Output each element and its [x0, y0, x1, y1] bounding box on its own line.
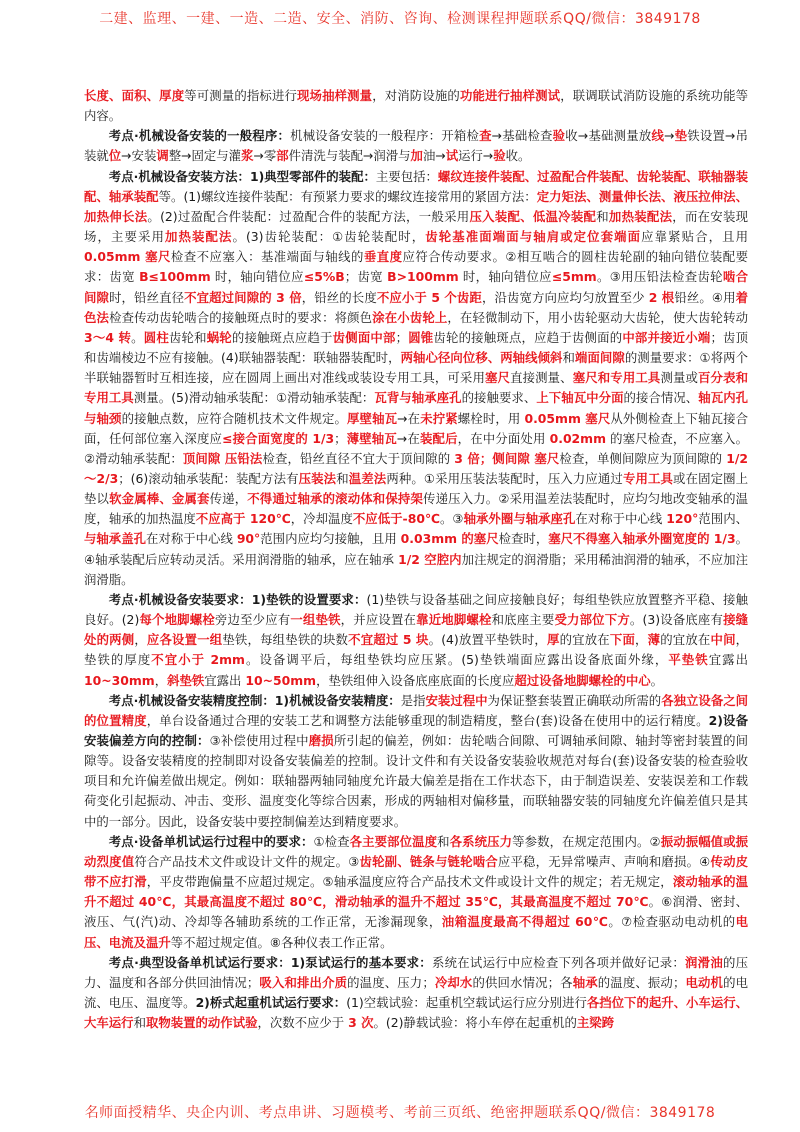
highlighted-text: 垂直度 [363, 249, 403, 265]
body-text: 齿轮和 [168, 329, 207, 345]
body-text: 或在固定圈上垫以 [84, 470, 749, 507]
body-text: 的接合情况、 [623, 390, 699, 406]
highlighted-text: 每个地脚螺栓 [139, 612, 215, 628]
body-text: ， [635, 632, 648, 648]
highlighted-text: 轴瓦内孔与轴颈 [84, 390, 749, 426]
body-text: 加注规定的润滑脂；采用稀油润滑的轴承，不应加注润滑脂。 [84, 551, 749, 587]
highlighted-text: 油箱温度最高不得超过 60℃ [441, 914, 609, 930]
body-text: 。(3)齿轮装配：①齿轮装配时， [232, 229, 426, 245]
highlighted-text: 蜗轮 [206, 329, 232, 345]
highlighted-text: 不宜超过 5 块 [348, 632, 429, 648]
body-text: 。⑦检查驱动电动机的 [608, 914, 736, 930]
highlighted-text: 接缝处的两侧 [84, 612, 749, 648]
body-text: 应平稳，无异常噪声、声响和磨损。④ [497, 853, 711, 869]
body-text: 是指 [400, 692, 426, 708]
body-text: →安装 [121, 148, 157, 164]
highlighted-text: 各挡位下的起升、小车运行、大车运行 [84, 995, 749, 1031]
body-text: →零 [253, 148, 277, 164]
body-text: 时，轴向错位应 [210, 269, 304, 285]
highlighted-text: 不宜超过间隙的 3 倍 [184, 289, 302, 305]
highlighted-text: 齿轮副、链条与链轮啮合 [359, 853, 498, 869]
body-text: 整→固定与灌 [168, 148, 242, 164]
body-text: →在 [397, 410, 421, 426]
highlighted-text: 中间 [710, 632, 736, 648]
body-text: 机械设备安装的一般程序：开箱检 [290, 128, 480, 144]
highlighted-text: 加 [410, 148, 423, 164]
body-text: 直接测量、 [510, 370, 573, 386]
highlighted-text: ≤5%B [303, 269, 345, 285]
highlighted-text: 长度、面积、厚度 [84, 88, 185, 103]
body-text: 检查不应塞入：基准端面与轴线的 [170, 249, 364, 265]
highlighted-text: 压装法 [298, 470, 337, 486]
body-text: 的压力、温度和各部分供回油情况； [84, 954, 749, 990]
body-text: 。(4)放置平垫铁时， [428, 632, 547, 648]
body-text: 两种。①采用压装法装配时，压入力应通过 [386, 470, 623, 486]
highlighted-text: 压入装配、低温冷装配 [469, 208, 597, 224]
highlighted-text: 90° [236, 531, 261, 547]
body-text: 范围内、 [698, 511, 749, 527]
body-text: 主要包括： [375, 168, 438, 184]
highlighted-text: 专用工具 [622, 470, 674, 486]
body-text: 系统在试运行中应检查下列各项并做好记录： [431, 954, 686, 970]
highlighted-text: 啮合间隙 [84, 269, 748, 305]
highlighted-text: 一组垫铁 [290, 612, 341, 628]
highlighted-text: 轴承 [572, 974, 598, 990]
body-text: 的测量要求：①将两个半联轴器暂时互相连接，应在圆周上画出对准线或装设专用工具，可采用 [84, 350, 749, 386]
highlighted-text: ≤5mm [551, 269, 597, 285]
body-text: 的塞尺检查，不应塞入。②滑动轴承装配： [84, 430, 749, 466]
highlighted-text: 滚动轴承的温升不超过 40℃，其最高温度不超过 80℃，滑动轴承的温升不超过 35℃，其最高温度不超过 70℃ [84, 874, 749, 910]
body-text: ，对消防设施的 [372, 88, 460, 103]
highlighted-text: 顶间隙 压铅法 [182, 450, 263, 466]
body-text: ，沿齿宽方向应均匀放置至少 [481, 289, 649, 305]
bold-heading-text: 2)设备安装偏差方向的控制： [84, 712, 748, 748]
highlighted-text: 端面间隙 [574, 350, 625, 366]
highlighted-text: 查 [479, 128, 492, 144]
paragraph [84, 126, 748, 166]
body-text: ，铅丝的长度 [301, 289, 377, 305]
body-text: 时，轴向错位应 [458, 269, 552, 285]
body-text: 。 [131, 329, 144, 345]
body-text: 从外侧检查上下轴瓦接合面，任何部位塞入深度应 [84, 410, 749, 446]
body-text: ；(6)滚动轴承装配：装配方法有 [118, 470, 299, 486]
body-text: ，单台设备通过合理的安装工艺和调整方法能够重现的制造精度，整台(套)设备在使用中的运行精度。 [146, 712, 709, 728]
highlighted-text: 两轴心径向位移、两轴线倾斜 [400, 350, 563, 366]
highlighted-text: 调 [156, 148, 169, 164]
highlighted-text: 位 [108, 148, 122, 164]
body-text: 检查时， [498, 531, 549, 547]
body-text: 范围内应均匀接触，且用 [260, 531, 401, 547]
body-text: 垫铁，每组垫铁的块数 [222, 632, 349, 648]
highlighted-text: 垫 [674, 128, 688, 144]
body-text: 宜露出 [708, 652, 749, 668]
highlighted-text: 现场抽样测量 [297, 88, 373, 103]
highlighted-text: 冷却水 [434, 974, 473, 990]
body-text: ，垫铁组伸入设备底座底面的长度应 [316, 672, 515, 688]
body-text: 。设备调平后，每组垫铁均应压紧。(5)垫铁端面应露出设备底面外缘， [244, 652, 669, 668]
body-text: 符合产品技术文件或设计文件的规定。③ [134, 853, 360, 869]
bold-heading-text: 考点·机械设备安装精度控制：1)机械设备安装精度： [108, 692, 401, 708]
body-text: 。 [650, 672, 664, 688]
highlighted-text: 1/2～2/3 [84, 450, 749, 486]
body-text: 传递， [209, 491, 248, 507]
body-text: 和 [133, 1015, 146, 1031]
body-text: 。(3)设备底座有 [629, 612, 724, 628]
body-text: ，次数不应少于 [257, 1015, 349, 1031]
highlighted-text: 120° [666, 511, 699, 527]
highlighted-text: 不得通过轴承的滚动体和保持架 [247, 491, 424, 507]
highlighted-text: 电动机 [685, 974, 724, 990]
document-body [84, 86, 748, 1033]
highlighted-text: 圆锥 [408, 329, 434, 345]
highlighted-text: 轴承外圈与轴承座孔 [463, 511, 576, 527]
highlighted-text: 未拧紧 [420, 410, 458, 426]
body-text: ，联调联试消防设施的系统功能等内容。 [84, 88, 749, 124]
body-text: 齿轮的接触斑点，应趋于齿侧面的 [433, 329, 623, 345]
highlighted-text: 平垫铁 [668, 652, 709, 668]
bold-heading-text: 考点·典型设备单机试运行要求：1)泵试运行的基本要求： [108, 954, 432, 970]
highlighted-text: 0.05mm 塞尺 [84, 249, 171, 265]
highlighted-text: 3 倍；侧间隙 塞尺 [454, 450, 560, 466]
body-text: 旁边至少应有 [214, 612, 291, 628]
highlighted-text: 各系统压力 [449, 833, 513, 849]
highlighted-text: 软金属棒、金属套 [109, 491, 210, 507]
body-text: 测量或 [660, 370, 699, 386]
body-text: 等可测量的指标进行 [184, 88, 298, 103]
highlighted-text: 功能进行抽样测试 [459, 88, 561, 103]
body-text: ， [134, 632, 147, 648]
highlighted-text: 受力部位下方 [554, 612, 630, 628]
highlighted-text: 各主要部位温度 [349, 833, 438, 849]
highlighted-text: 涂在小齿轮上 [372, 309, 448, 325]
highlighted-text: 下面 [609, 632, 636, 648]
body-text: 的接触点数，应符合随机技术文件规定。 [121, 410, 348, 426]
highlighted-text: ≤接合面宽度的 1/3 [222, 430, 335, 446]
body-text: 。③用压铅法检查齿轮 [596, 269, 723, 285]
highlighted-text: 1/2 空腔内 [398, 551, 462, 567]
highlighted-text: 0.05mm 塞尺 [524, 410, 611, 426]
body-text: 。⑥润滑、密封、液压、气(汽)动、冷却等各辅助系统的工作正常，无渗漏现象， [84, 894, 748, 930]
body-text: 为保证整套装置正确联动所需的 [487, 692, 662, 708]
highlighted-text: 齿侧面中部 [332, 329, 396, 345]
body-text: ，冷却温度 [290, 511, 353, 527]
highlighted-text: 塞尺和专用工具 [572, 370, 661, 386]
body-text: 宜露出 [204, 672, 246, 688]
body-text: 和 [336, 470, 349, 486]
highlighted-text: 磨损 [308, 733, 334, 748]
body-text: 等不超过规定值。⑧各种仪表工作正常。 [170, 934, 393, 950]
body-text: 和 [562, 350, 575, 366]
highlighted-text: 各独立设备之间的位置精度 [84, 692, 749, 728]
body-text: ，平皮带跑偏量不应超过规定。⑤轴承温度应符合产品技术文件或设计文件的规定；若无规定， [146, 874, 673, 890]
body-text: 应符合传动要求。②相互啮合的圆柱齿轮副的轴向错位装配要求：齿宽 [84, 249, 748, 285]
highlighted-text: 瓦背与轴承座孔 [374, 390, 462, 406]
body-text: 测量。(5)滑动轴承装配：①滑动轴承装配： [133, 390, 375, 406]
highlighted-text: 斜垫铁 [167, 672, 205, 688]
body-text: 。(2)过盈配合件装配：过盈配合件的装配方法，一般采用 [147, 208, 470, 224]
highlighted-text: 不应小于 5 个齿距 [376, 289, 482, 305]
highlighted-text: 主梁跨 [576, 1015, 615, 1031]
highlighted-text: 取物装置的动作试验 [145, 1015, 258, 1031]
body-text: 的接触斑点应趋于 [231, 329, 333, 345]
highlighted-text: 安装过程中 [425, 692, 488, 708]
highlighted-text: 加热装配法 [164, 229, 233, 245]
highlighted-text: 与轴承盖孔 [84, 531, 147, 547]
body-text: 件清洗与装配→润滑与 [288, 148, 411, 164]
highlighted-text: 超过设备地脚螺栓的中心 [514, 672, 651, 688]
paragraph [84, 953, 748, 1034]
highlighted-text: 电压、电流及温升 [84, 914, 748, 950]
highlighted-text: 着色法 [84, 289, 748, 325]
highlighted-text: 部 [276, 148, 289, 164]
body-text: 的供回水情况；各 [472, 974, 573, 990]
highlighted-text: 传动皮带不应打滑 [84, 853, 749, 890]
highlighted-text: 振动振幅值或振动烈度值 [84, 833, 749, 869]
highlighted-text: B≤100mm [139, 269, 211, 285]
paragraph [84, 691, 748, 832]
body-text: 收。 [505, 148, 531, 164]
bold-heading-text: 考点·机械设备安装的一般程序： [108, 128, 291, 144]
body-text: ，在中分面处用 [457, 430, 550, 446]
body-text: ③补偿使用过程中 [209, 733, 309, 748]
footer-banner: 名师面授精华、央企内训、考点串讲、习题模考、考前三页纸、绝密押题联系QQ/微信：3849178 [84, 1105, 716, 1121]
highlighted-text: 薄 [647, 632, 661, 648]
highlighted-text: 塞尺 [485, 370, 511, 386]
highlighted-text: 2 根 [648, 289, 675, 305]
body-text: 。③ [440, 511, 464, 527]
highlighted-text: 中部并接近小端 [622, 329, 711, 345]
paragraph [84, 86, 748, 126]
highlighted-text: 应各设置一组 [146, 632, 223, 648]
highlighted-text: 3 次 [348, 1015, 374, 1031]
highlighted-text: 厚 [547, 632, 560, 648]
highlighted-text: 不应低于-80℃ [352, 511, 441, 527]
body-text: 所引起的偏差，例如：齿轮啮合间隙、可调轴承间隙、轴封等密封装置的间隙等。设备安装精度的控制即对设备安装偏差的控制。设计文件和有关设备安装验收规范对每台(套)设备安装的检查验收项目和允许偏差做出规定。例如：联轴器两轴同轴度允许最大偏差是指在工作状态下，由于制造误差、安装误差和工作载荷变化引起振动、冲击、变形、温度变化等综合因素，形成的两轴相对偏移量，而联轴器安装的同轴度允许偏差值只是其中的一部分。因此，设备安装中要控制偏差达到精度要求。 [84, 733, 749, 829]
body-text: 的温度、振动； [597, 974, 686, 990]
body-text: 和 [437, 833, 450, 849]
highlighted-text: 0.02mm [549, 430, 607, 446]
highlighted-text: 螺纹连接件装配、过盈配合件装配、齿轮装配、联轴器装配、轴承装配 [84, 168, 749, 204]
highlighted-text: 0.03mm 的塞尺 [400, 531, 499, 547]
highlighted-text: 定力矩法、测量伸长法、液压拉伸法、加热伸长法 [84, 188, 748, 224]
body-text: 的接触要求、 [461, 390, 537, 406]
highlighted-text: 圆柱 [143, 329, 169, 345]
bold-heading-text: 考点·机械设备安装方法：1)典型零部件的装配： [108, 168, 376, 184]
body-text: 在对称于中心线 [575, 511, 667, 527]
header-banner: 二建、监理、一建、一造、二造、安全、消防、咨询、检测课程押题联系QQ/微信：3849178 [99, 11, 701, 27]
body-text: 的宜放在 [660, 632, 711, 648]
body-text: 时，铅丝直径 [109, 289, 185, 305]
body-text: ；齿宽 [344, 269, 388, 285]
body-text: ； [395, 329, 409, 345]
body-text: ，在轻微制动下，用小齿轮驱动大齿轮，使大齿轮转动 [447, 309, 749, 325]
highlighted-text: 验 [493, 148, 506, 164]
highlighted-text: 上下轴瓦中分面 [536, 390, 624, 406]
body-text: 的温度、压力； [347, 974, 435, 990]
highlighted-text: 加热装配法 [608, 208, 673, 224]
highlighted-text: 浆 [241, 148, 254, 164]
body-text: 收→基础测量放 [565, 128, 652, 144]
highlighted-text: B>100mm [387, 269, 459, 285]
highlighted-text: 线 [651, 128, 665, 144]
body-text: 铅丝。④用 [674, 289, 736, 305]
paragraph [84, 167, 748, 590]
body-text: → [664, 128, 675, 144]
body-text: 应靠紧贴合，且用 [641, 229, 749, 245]
highlighted-text: 塞尺不得塞入轴承外圈宽度的 1/3 [548, 531, 736, 547]
highlighted-text: 10~30mm [84, 672, 155, 688]
body-text: 等。(1)螺纹连接件装配：有预紧力要求的螺纹连接常用的紧固方法： [158, 188, 537, 204]
paragraph [84, 832, 748, 953]
highlighted-text: 齿轮基准面端面与轴肩或定位套端面 [425, 229, 642, 245]
highlighted-text: 10~50mm [245, 672, 317, 688]
bold-heading-text: 考点·设备单机试运行过程中的要求： [108, 833, 314, 849]
body-text: 在对称于中心线 [146, 531, 237, 547]
body-text: 和 [596, 208, 609, 224]
body-text: 油→ [422, 148, 446, 164]
highlighted-text: 百分表和专用工具 [84, 370, 749, 406]
highlighted-text: 不应高于 120℃ [195, 511, 291, 527]
body-text: 传递压入力。②采用温差法装配时，应均匀地改变轴承的温度，轴承的加热温度 [84, 491, 749, 527]
highlighted-text: 验 [552, 128, 566, 144]
highlighted-text: 润滑油 [685, 954, 723, 970]
body-text: 和底座主要 [491, 612, 555, 628]
body-text: ，而在安装现场，主要采用 [84, 208, 749, 245]
body-text: 螺栓时，用 [457, 410, 525, 426]
body-text: 铁设置→吊装就 [84, 128, 749, 164]
body-text: ，垫铁的厚度 [84, 632, 749, 668]
body-text: ，并应设置在 [340, 612, 417, 628]
bold-heading-text: 2)桥式起重机试运行要求： [195, 995, 347, 1011]
highlighted-text: 3～4 转 [84, 329, 132, 345]
body-text: 。④轴承装配后应转动灵活。采用润滑脂的轴承，应在轴承 [84, 531, 748, 567]
highlighted-text: 吸入和排出介质 [259, 974, 348, 990]
paragraph [84, 590, 748, 691]
body-text: 的宜放在 [559, 632, 610, 648]
body-text: 检查传动齿轮啮合的接触斑点时的要求：将颜色 [109, 309, 373, 325]
body-text: ； [334, 430, 347, 446]
body-text: ①检查 [313, 833, 350, 849]
highlighted-text: 靠近地脚螺栓 [416, 612, 492, 628]
bold-heading-text: 考点·机械设备安装要求：1)垫铁的设置要求： [108, 591, 367, 607]
body-text: 检查，单侧间隙应为顶间隙的 [559, 450, 727, 466]
highlighted-text: 试 [445, 148, 459, 164]
highlighted-text: 不宜小于 2mm [151, 652, 245, 668]
highlighted-text: 温差法 [348, 470, 387, 486]
body-text: ， [154, 672, 168, 688]
body-text: 检查，铅丝直径不宜大于顶间隙的 [262, 450, 455, 466]
body-text: →在 [396, 430, 420, 446]
highlighted-text: 装配后 [420, 430, 458, 446]
body-text: →基础检查 [491, 128, 553, 144]
body-text: 的电流、电压、温度等。 [84, 974, 749, 1011]
highlighted-text: 厚壁轴瓦 [347, 410, 398, 426]
body-text: 。(2)静载试验：将小车停在起重机的 [373, 1015, 577, 1031]
body-text: (1)空载试验：起重机空载试运行应分别进行 [346, 995, 587, 1011]
body-text: (1)垫铁与设备基础之间应接触良好；每组垫铁应放置整齐平稳、接触良好。(2) [84, 591, 748, 628]
body-text: 等参数，在规定范围内。② [512, 833, 661, 849]
body-text: ；齿顶和齿端棱边不应有接触。(4)联轴器装配：联轴器装配时， [84, 329, 749, 366]
highlighted-text: 薄壁轴瓦 [346, 430, 397, 446]
body-text: 运行→ [458, 148, 494, 164]
